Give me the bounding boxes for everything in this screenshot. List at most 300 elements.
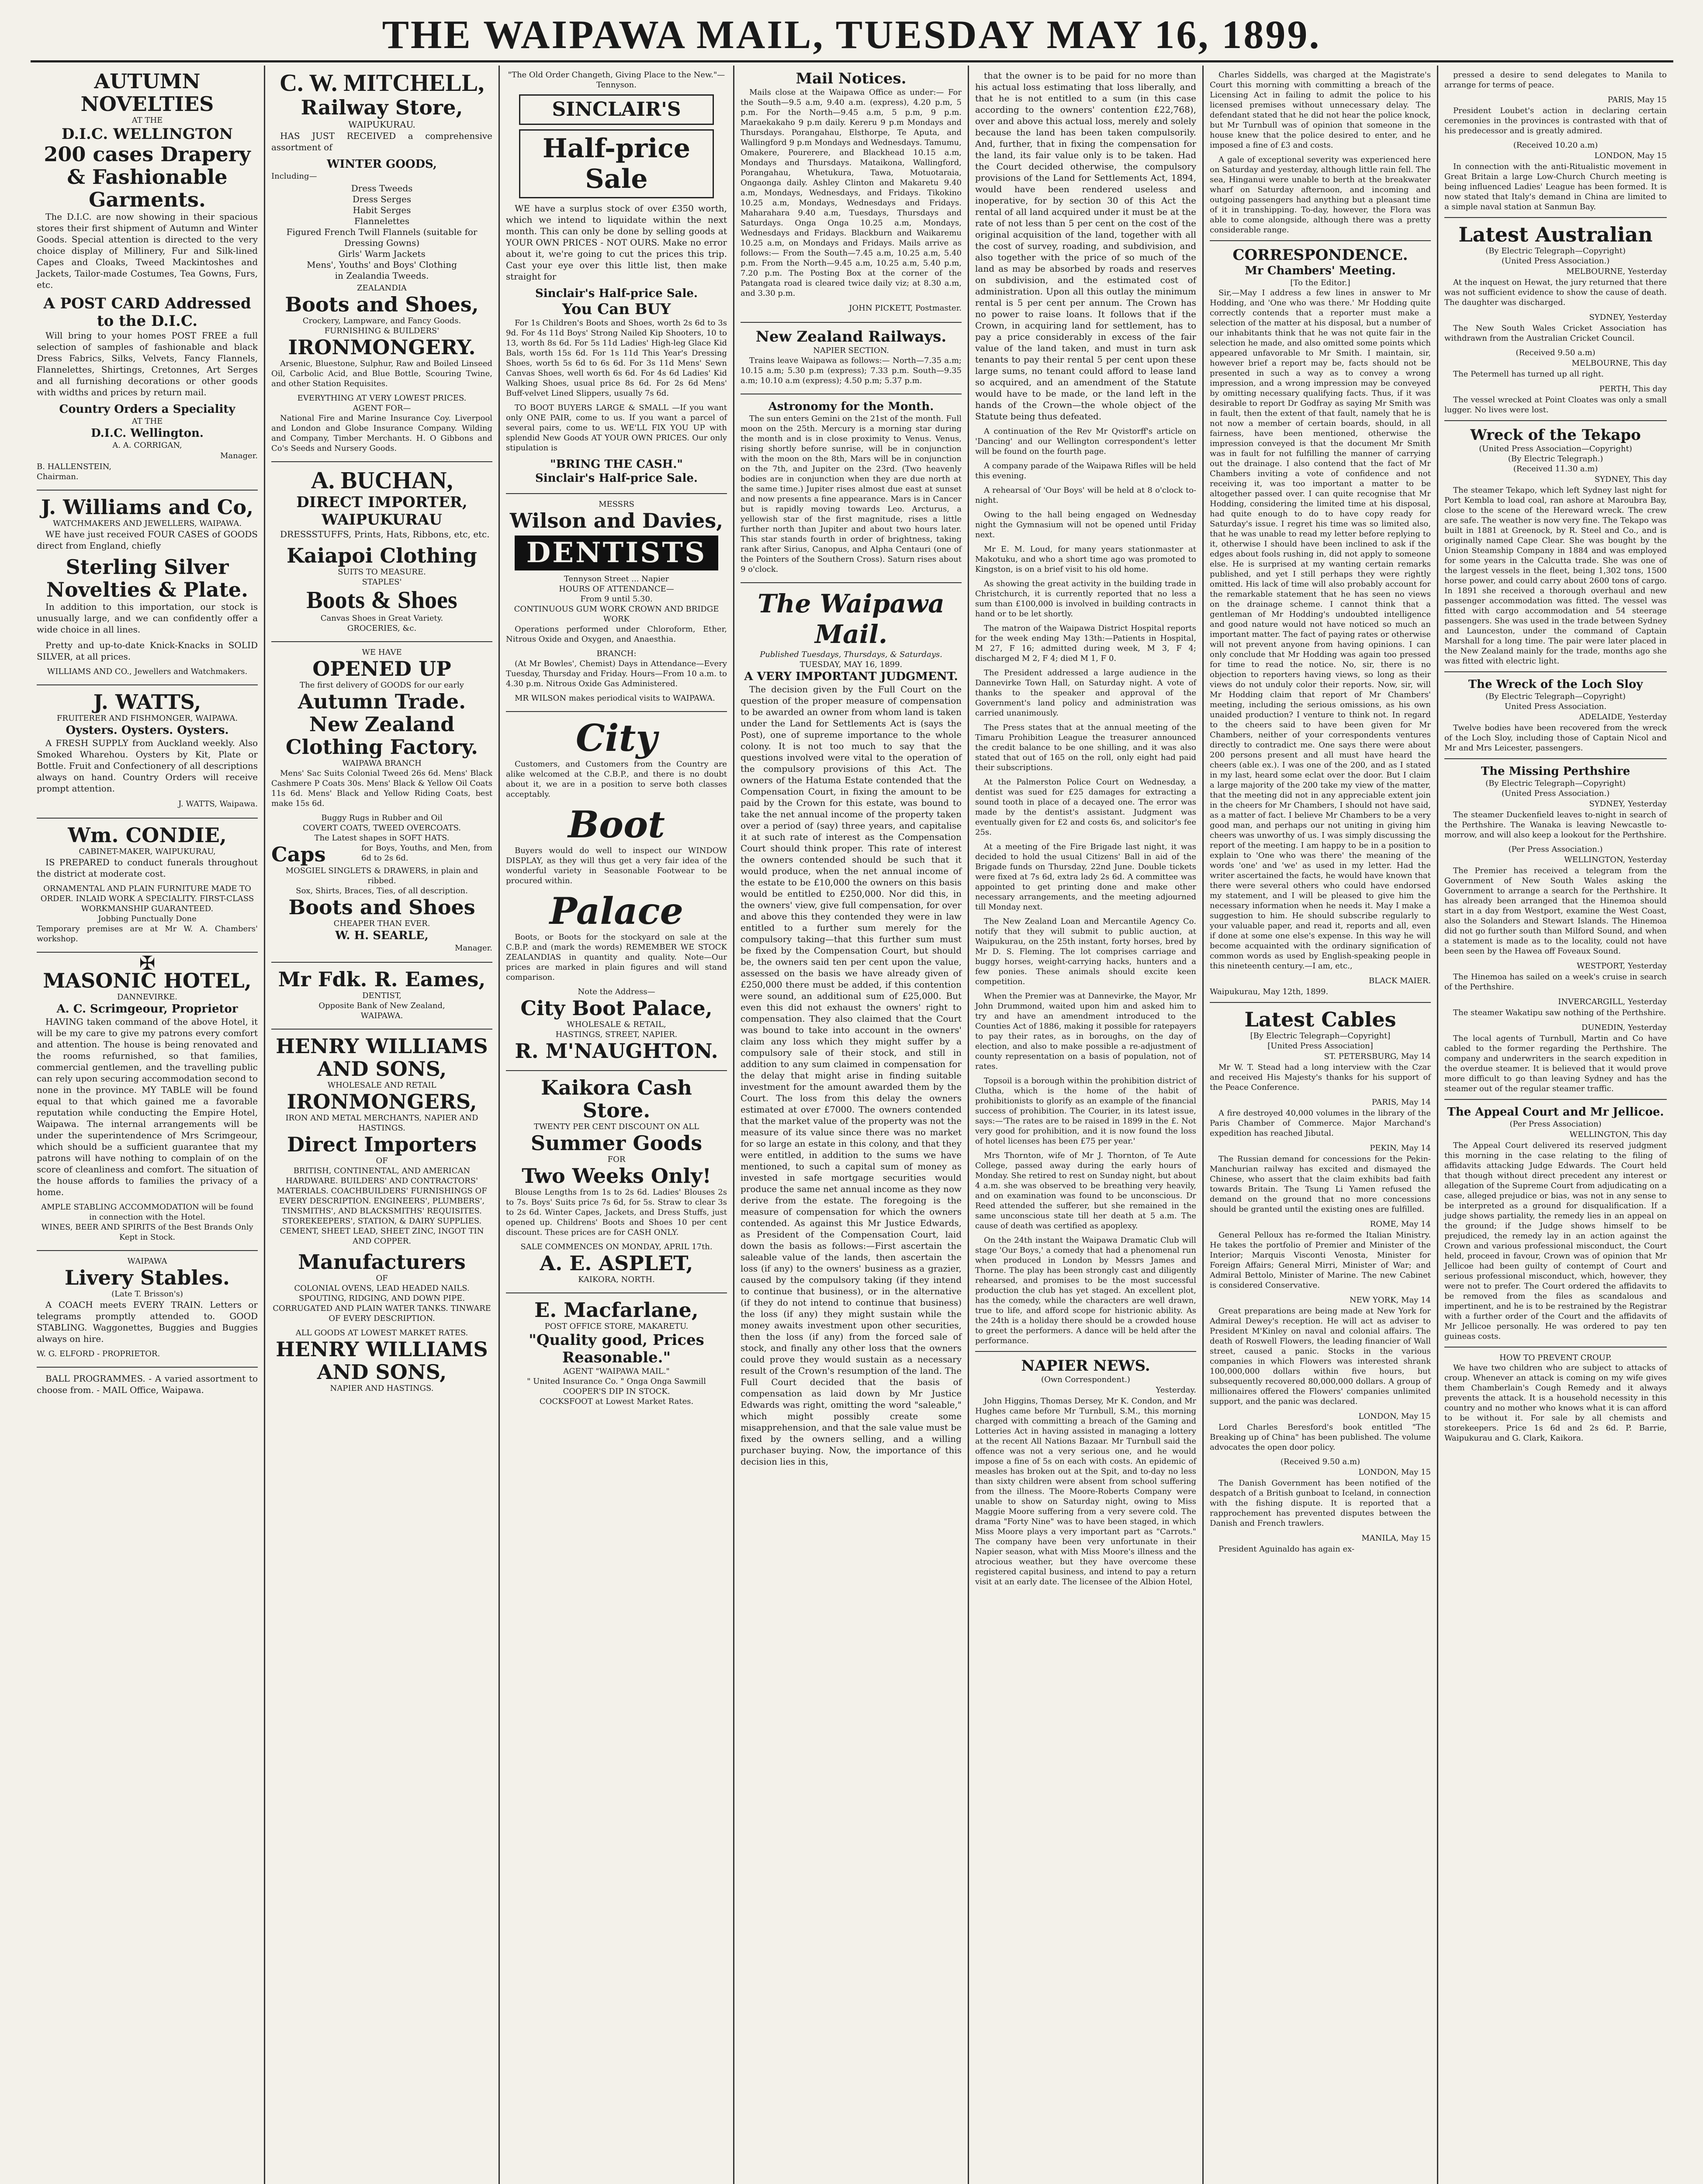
- ad-livery: [37, 1256, 258, 1359]
- divider: [1444, 420, 1667, 421]
- cables-title: Latest Cables: [1244, 1008, 1396, 1031]
- ad-wilson-davies: [506, 499, 727, 703]
- masonic-title: MASONIC HOTEL,: [43, 969, 252, 992]
- judgment-title: A VERY IMPORTANT JUDGMENT.: [744, 670, 958, 683]
- twenty: TWENTY PER CENT DISCOUNT ON ALL: [533, 1122, 699, 1131]
- divider: [1210, 240, 1431, 241]
- sox: Sox, Shirts, Braces, Ties, of all description.: [296, 886, 468, 895]
- dateline: LONDON, May 15: [1358, 1412, 1431, 1421]
- aus-assoc: (United Press Association.): [1501, 256, 1610, 266]
- masonic-body: HAVING taken command of the above Hotel, it will be my care to give my patrons every comfort and attention. The house is being renovated and the rooms refurnished, so that families, commercial gentlemen, and the travelling public can rely upon securing accommodation second to none in the province. MY TABLE will be found equal to that which gained me a favorable reputation while conducting the Empire Hotel, Waipawa. The internal arrangements will be under the superintendence of Mrs Scrimgeour, which should be a sufficient guarantee that my patrons will have nothing to complain of on the score of cleanliness and comfort. The situation of the house affords to families the privacy of a home.: [37, 1016, 258, 1197]
- divider: [506, 1070, 727, 1071]
- eames-addr: Opposite Bank of New Zealand,: [318, 1001, 445, 1010]
- cable-body: The Danish Government has been notified of the despatch of a British gunboat to Iceland, in connection with the fishing dispute. It is reported that a rapprochement has prevented disputes between the Danish and French trawlers.: [1210, 1479, 1431, 1528]
- dateline: SYDNEY, Yesterday: [1589, 313, 1667, 322]
- divider: [1444, 1347, 1667, 1348]
- continuous: CONTINUOUS GUM WORK CROWN AND BRIDGE WORK: [514, 605, 719, 624]
- judgment-body: The decision given by the Full Court on the question of the proper measure of compensation to be awarded an owner from whom land is taken under the Land for Settlements Act is (says the Post), one of supreme importance to the whole colony. It is not too much to say that the questions involved were vital to the operation of the compulsory provisions of this Act. The owners of the Hatuma Estate contended that the Compensation Court, in fixing the amount to be paid by the Crown for this estate, was bound to take the net annual income of the property taken over a period of (say) three years, and capitalise it at such rate of interest as the Compensation Court should think proper. This rate of interest the owners contended should be such that it would produce, when the net annual income of the estate to be £10,000 the owners on this basis would be entitled to £250,000. Nor did this, in the owners' view, give full compensation, for over and above this they contended they were in law entitled to a further sum merely for the compulsory taking—that this further sum must be fixed by the Compensation Court, but should be, the owners said ten per cent upon the value, assessed on the basis we have already given of £250,000 there must be added, if this contention were sound, an additional sum of £25,000. But even this did not exhaust the owners' right to compensation. They also claimed that the Court was bound to take into account in the owners' claim any loss which they might suffer by a compulsory sale of their stock, and still in addition to any sum claimed in compensation for the delay that might arise in finding suitable investment for the amount awarded them by the Court. The loss from this delay the owners estimated at over £7000. The owners contended that the market value of the property was not the measure of its value since there was no market for so large an estate in this colony, and that they were entitled, in addition to the sums we have mentioned, to such a capital sum of money as invested in safe mortgage securities would produce the same net annual income as they now derive from the estate. The foregoing is the measure of compensation for which the owners contended. As against this Mr Justice Edwards, as President of the Compensation Court, laid down the basis as follows:—First ascertain the saleable value of the lands, then ascertain the loss (if any) to the owners' business as a grazier, caused by the compulsory taking (if they intend to continue that business), or in the alternative (if they do not intend to continue that business) the loss (if any) they might sustain while the money awaits investment upon other securities, then the loss (if any) from the forced sale of stock, and finally any other loss that the owners could prove they would sustain as a necessary result of the Crown's resumption of the land. The Full Court decided that the basis of compensation as laid down by Mr Justice Edwards was right, omitting the word "saleable," which might possibly create some misapprehension, and that the sale value must be fixed by the owners selling, and a willing purchaser buying. Now, the importance of this decision lies in this,: [741, 684, 962, 1467]
- news-item: A company parade of the Waipawa Rifles will be held this evening.: [975, 461, 1196, 480]
- messrs: MESSRS: [599, 500, 634, 509]
- half-price-banner: Half-price Sale: [519, 129, 714, 198]
- perthshire-body: The steamer Duckenfield leaves to-night in search of the Perthshire. The Wanaka is leaving Newcastle to-morrow, and will also keep a lookout for the Perthshire.: [1444, 810, 1667, 840]
- opened-up: OPENED UP: [312, 657, 451, 681]
- livery-town: WAIPAWA: [127, 1257, 167, 1266]
- ad-dic-wellington: [37, 70, 258, 482]
- astro-title: Astronomy for the Month.: [768, 400, 934, 413]
- palace: Palace: [549, 889, 684, 933]
- received: (Received 9.50 a.m): [1280, 1457, 1360, 1466]
- hours-title: HOURS OF ATTENDANCE—: [559, 584, 674, 594]
- news-item: At a meeting of the Fire Brigade last night, it was decided to hold the usual Citizens' Ball in aid of the Brigade funds on Thursday, 22nd June. Double tickets were fixed at 7s 6d, extra lady 2s 6d. A committee was appointed to get printing done and make other necessary arrangements, and the meeting adjourned till Monday next.: [975, 842, 1196, 912]
- tekapo-body: The steamer Tekapo, which left Sydney last night for Port Kembla to load coal, ran ashore at Maroubra Bay, close to the scene of the Hereward wreck. The crew are safe. The weather is now very fine. The Tekapo was built in 1881 at Greenock, by R. Steel and Co., and is originally named Cape Clear. She was bought by the Union Steamship Company in 1884 and was employed for some years in the Calcutta trade. She was one of the largest vessels in the fleet, being 1,302 tons, 1500 horse power, and could carry about 2600 tons of cargo. In 1891 she received a thorough overhaul and new passenger accommodation was fitted. The vessel was fitted with cargo accommodation and 54 steerage passengers. She was used in the trade between Sydney and Launceston, under the command of Captain Marshall for a long time. The pair were later placed in the New Zealand mainly for the trade, months ago she was fitted with electric light.: [1444, 486, 1667, 666]
- buchan-sub: DIRECT IMPORTER,: [296, 494, 467, 511]
- wholesale: WHOLESALE & RETAIL,: [567, 1020, 666, 1029]
- summer-goods: Summer Goods: [530, 1131, 703, 1155]
- condie-title: Wm. CONDIE,: [68, 823, 227, 847]
- news-item: Owing to the hall being engaged on Wednesday night the Gymnasium will not be opened until Friday next.: [975, 510, 1196, 539]
- croup-title: HOW TO PREVENT CROUP.: [1499, 1353, 1612, 1362]
- aus-by: (By Electric Telegraph—Copyright): [1485, 246, 1626, 256]
- news-item: On the 24th instant the Waipawa Dramatic Club will stage 'Our Boys,' a comedy that had a phenomenal run when produced in London by Messrs James and Thorne. The play has been strongly cast and diligently rehearsed, and promises to be the most successful production the club has yet staged. An excellent plot, has the comedy, while the characters are well drawn, true to life, and afford scope for histrionic ability. As the 24th is a holiday there should be a crowded house to greet the performers. A dance will be held after the performance.: [975, 1236, 1196, 1345]
- napier-title: NAPIER NEWS.: [1021, 1357, 1150, 1375]
- williams-body: WE have just received FOUR CASES of GOODS direct from England, chiefly: [37, 529, 258, 551]
- nzr-station: NAPIER SECTION.: [813, 346, 889, 355]
- boot: Boot: [568, 803, 665, 846]
- drapery-body: The D.I.C. are now showing in their spacious stores their first shipment of Autumn and Winter Goods. Special attention is directed to the very choice display of Millinery, Fur and Silk-lined Capes and Cloaks, Tweed Mackintoshes and Jackets, Tailor-made Costumes, Tea Gowns, Furs, etc.: [37, 211, 258, 290]
- masonic-wines: WINES, BEER AND SPIRITS of the Best Brands Only Kept in Stock.: [41, 1223, 253, 1242]
- divider: [271, 461, 492, 462]
- dateline: PARIS, May 14: [1371, 1098, 1431, 1107]
- searle: W. H. SEARLE,: [335, 929, 429, 942]
- manu-of: OF: [376, 1274, 388, 1283]
- list-item: in Zealandia Tweeds.: [335, 270, 429, 281]
- news-item: When the Premier was at Dannevirke, the Mayor, Mr John Drummond, waited upon him and asked him to try and have an amendment introduced to the Counties Act of 1886, making it possible for ratepayers to pay their rates, as in boroughs, on the day of election, and also to make possible a re-adjustment of county representation on a basis of population, not of rates.: [975, 992, 1196, 1071]
- cables-assoc: [United Press Association]: [1267, 1041, 1373, 1051]
- napier-yesterday: Yesterday.: [1156, 1386, 1196, 1395]
- caps-body: for Boys, Youths, and Men, from 6d to 2s 6d.: [361, 843, 492, 863]
- divider: [37, 490, 258, 491]
- watts-sub: FRUITERER AND FISHMONGER, WAIPAWA.: [56, 714, 238, 723]
- postcard-body: Will bring to your homes POST FREE a full selection of samples of fashionable and black Dress Fabrics, Silks, Velvets, Fancy Flannels, Flannelettes, Shirtings, Cretonnes, Art Serges and all furnishing decorations or other goods with widths and prices by return mail.: [37, 330, 258, 397]
- livery-late: (Late T. Brisson's): [111, 1289, 183, 1299]
- dateline: LONDON, May 15: [1358, 1468, 1431, 1477]
- dateline: LONDON, May 15: [1594, 151, 1667, 160]
- paper-date: TUESDAY, MAY 16, 1899.: [800, 660, 903, 669]
- dateline: MANILA, May 15: [1361, 1534, 1431, 1543]
- mail-notices-title: Mail Notices.: [796, 70, 907, 87]
- divider: [506, 493, 727, 494]
- list-item: Dress Serges: [352, 194, 412, 204]
- loch-by: (By Electric Telegraph—Copyright): [1485, 692, 1626, 701]
- branch: BRANCH:: [596, 649, 637, 658]
- appeal-title: The Appeal Court and Mr Jellicoe.: [1447, 1106, 1664, 1119]
- sterling-body: In addition to this importation, our stock is unusually large, and we can confidently offer a wide choice in all lines.: [37, 601, 258, 635]
- divider: [506, 1292, 727, 1293]
- dateline: WESTPORT, Yesterday: [1576, 961, 1667, 971]
- cable-body: The Russian demand for concessions for the Pekin-Manchurian railway has excited and dismayed the Chinese, who assert that the claim exhibits bad faith towards Britain. The Tsung Li Yamen refused the demand on the ground that no more concessions should be granted until the existing ones are fulfilled.: [1210, 1154, 1431, 1214]
- list-item: Mens', Youths' and Boys' Clothing: [307, 259, 457, 270]
- hw-iron-sub: IRON AND METAL MERCHANTS, NAPIER AND HASTINGS.: [285, 1113, 478, 1133]
- column-4: [734, 66, 969, 2184]
- corrigan: A. A. CORRIGAN,: [112, 441, 182, 450]
- mosgiel: MOSGIEL SINGLETS & DRAWERS, in plain and ribbed.: [285, 866, 478, 885]
- all-goods: ALL GOODS AT LOWEST MARKET RATES.: [295, 1328, 468, 1337]
- agent-for: AGENT FOR—: [353, 404, 411, 413]
- hours-body: From 9 until 5.30.: [580, 594, 653, 604]
- mitchell-town: WAIPUKURAU.: [348, 119, 415, 130]
- including: Including—: [271, 172, 317, 181]
- manu-body: COLONIAL OVENS, LEAD HEADED NAILS. SPOUTING, RIDGING, AND DOWN PIPE. CORRUGATED AND PLAIN WATER TANKS. TINWARE OF EVERY DESCRIPTION.: [273, 1284, 491, 1323]
- news-item: The matron of the Waipawa District Hospital reports for the week ending May 13th:—Patients in Hospital, M 27, F 16; admitted during week, M 3, F 4; discharged M 2, F 4; died M 1, F 0.: [975, 624, 1196, 663]
- cable-body: The Petermell has turned up all right.: [1453, 370, 1604, 379]
- news-item: As showing the great activity in the building trade in Christchurch, it is currently reported that no less a sum than £100,000 is involved in building contracts in hand or to be let shortly.: [975, 579, 1196, 619]
- dateline: SYDNEY, Yesterday: [1589, 799, 1667, 809]
- oysters: Oysters. Oysters. Oysters.: [66, 724, 229, 737]
- appeal-press: (Per Press Association): [1509, 1120, 1602, 1129]
- news-item: The New Zealand Loan and Mercantile Agency Co. notify that they will submit to public auction, at Waipukurau, on the 25th instant, forty horses, bred by Mr D. S. Fleming. The lot comprises carriage and buggy horses, weight-carrying hacks, hunters and a few ponies. These animals should excite keen competition.: [975, 917, 1196, 986]
- loch-title: The Wreck of the Loch Sloy: [1468, 678, 1643, 691]
- nz-railways: [741, 328, 962, 386]
- mail-sig: JOHN PICKETT, Postmaster.: [849, 304, 962, 313]
- ad-nz-clothing: [271, 647, 492, 954]
- summer-body: Blouse Lengths from 1s to 2s 6d. Ladies' Blouses 2s to 7s. Boys' Suits price 7s 6d, for 5s. Straw to clear 3s to 2s 6d. Winter Capes, Jackets, and Dress Stuffs, just opened up. Childrens' Boots and Shoes 10 per cent discount. These prices are for CASH ONLY.: [506, 1188, 727, 1237]
- ad-city-boot-palace: [506, 717, 727, 1062]
- list-item: Habit Serges: [353, 205, 411, 215]
- divider: [1444, 758, 1667, 759]
- condie-ornamental: ORNAMENTAL AND PLAIN FURNITURE MADE TO ORDER. INLAID WORK A SPECIALITY. FIRST-CLASS WORKMANSHIP GUARANTEED.: [40, 884, 254, 913]
- agent: AGENT "WAIPAWA MAIL.": [563, 1367, 670, 1376]
- chambers-title: Mr Chambers' Meeting.: [1245, 264, 1396, 277]
- divider: [1444, 671, 1667, 672]
- two-weeks: Two Weeks Only!: [522, 1164, 711, 1188]
- perthshire-assoc: (United Press Association.): [1501, 789, 1610, 798]
- branch-body: (At Mr Bowles', Chemist) Days in Attendance—Every Tuesday, Thursday and Friday. Hours—From 10 a.m. to 4.30 p.m. Nitrous Oxide Gas Administered.: [506, 659, 727, 688]
- loch-body: Twelve bodies have been recovered from the wreck of the Loch Sloy, including those of Captain Nicol and Mr and Mrs Leicester, passengers.: [1444, 723, 1667, 753]
- searle-role: Manager.: [454, 943, 492, 953]
- canvas: Canvas Shoes in Great Variety.: [320, 614, 443, 623]
- autumn-trade: Autumn Trade.: [298, 690, 466, 713]
- zealandia: ZEALANDIA: [357, 283, 407, 293]
- loch-assoc: United Press Association.: [1504, 702, 1607, 711]
- divider: [975, 1351, 1196, 1352]
- mr-wilson: MR WILSON makes periodical visits to WAIPAWA.: [515, 694, 715, 703]
- postcard-title: A POST CARD Addressed to the D.I.C.: [43, 295, 251, 330]
- dateline: INVERCARGILL, Yesterday: [1558, 997, 1667, 1006]
- you-can-buy: You Can BUY: [562, 301, 671, 318]
- agent-body: " United Insurance Co. " Onga Onga Sawmill: [527, 1377, 706, 1386]
- cable-body: President Loubet's action in declaring certain ceremonies in the provinces is contrasted with that of his predecessor and is greatly admired.: [1444, 106, 1667, 135]
- buchan-town: WAIPUKURAU: [322, 511, 442, 529]
- mitchell-body: HAS JUST RECEIVED a comprehensive assortment of: [271, 131, 492, 152]
- column-2: [265, 66, 500, 2184]
- country-title: Country Orders a Speciality: [59, 403, 235, 416]
- quality: "Quality good, Prices Reasonable.": [529, 1331, 704, 1366]
- wilson-davies: Wilson and Davies,: [509, 509, 723, 532]
- news-item: Mr E. M. Loud, for many years stationmaster at Makotuku, and who a short time ago was promoted to Kingston, is on a brief visit to his old home.: [975, 545, 1196, 574]
- eames-town: WAIPAWA.: [360, 1011, 403, 1020]
- cable-body: The Hinemoa has sailed on a week's cruise in search of the Perthshire.: [1444, 972, 1667, 992]
- hw-title: HENRY WILLIAMS AND SONS,: [276, 1034, 488, 1081]
- clothing-body: Mens' Sac Suits Colonial Tweed 26s 6d. Mens' Black Cashmere P Coats 30s. Mens' Black & Yellow Oil Coats 11s 6d. Mens' Black and Yellow Riding Coats, best make 15s 6d.: [271, 769, 492, 808]
- iron-body: Arsenic, Bluestone, Sulphur, Raw and Boiled Linseed Oil, Carbolic Acid, and Blue Bottle, Scouring Twine, and other Station Requisites.: [271, 359, 492, 388]
- list-item: Dress Tweeds: [351, 183, 413, 194]
- macfarlane-sub: POST OFFICE STORE, MAKARETU.: [544, 1322, 689, 1331]
- masonic-prop: A. C. Scrimgeour, Proprietor: [56, 1002, 238, 1016]
- quote: "The Old Order Changeth, Giving Place to the New."—Tennyson.: [508, 70, 725, 90]
- to-editor: [To the Editor.]: [1290, 278, 1350, 287]
- livery-sig: W. G. ELFORD - PROPRIETOR.: [37, 1349, 160, 1358]
- divider: [1444, 1099, 1667, 1100]
- macfarlane: E. Macfarlane,: [534, 1298, 699, 1322]
- column-7: [1438, 66, 1673, 2184]
- autumn-store: D.I.C. WELLINGTON: [62, 125, 233, 143]
- tennyson-st: Tennyson Street ... Napier: [564, 574, 669, 584]
- list-item: Flannelettes: [354, 216, 410, 226]
- paper-pub: Published Tuesdays, Thursdays, & Saturdays.: [760, 650, 942, 659]
- news-item: A rehearsal of 'Our Boys' will be held at 8 o'clock to-night.: [975, 486, 1196, 505]
- winter-goods: WINTER GOODS,: [327, 158, 437, 171]
- masthead: [0, 0, 1703, 66]
- croup-body: We have two children who are subject to attacks of croup. Whenever an attack is coming on my wife gives them Chamberlain's Cough Remedy and it always prevents the attack. It is a household necessity in this country and no mother who knows what it is can afford to be without it. For sale by all chemists and storekeepers. Price 1s 6d and 2s 6d. P. Barrie, Waipukurau and G. Clark, Kaikora.: [1444, 1363, 1667, 1443]
- direct-importers: Direct Importers: [287, 1133, 477, 1156]
- news-item: At the Palmerston Police Court on Wednesday, a dentist was sued for £25 damages for extracting a sound tooth in place of a decayed one. The error was made by the dentist's assistant. Judgment was eventually given for £2 and costs 6s, and solicitor's fee 25s.: [975, 778, 1196, 837]
- dateline: DUNEDIN, Yesterday: [1581, 1023, 1667, 1032]
- divider: [741, 322, 962, 323]
- cable-body: A fire destroyed 40,000 volumes in the library of the Paris Chamber of Commerce. Major Marchand's expedition has reached Jibutal.: [1210, 1109, 1431, 1138]
- cable-body: The local agents of Turnbull, Martin and Co have cabled to the former regarding the Perthshire. The company and underwriters in the search expedition in the overdue steamer. It is believed that it would prove more difficult to go than leaving Sydney and has the steamer out of the regular steamer traffic.: [1444, 1034, 1667, 1093]
- perthshire-body: The Premier has received a telegram from the Government of New South Wales asking the Government to arrange a search for the Perthshire. It has already been arranged that the Hinemoa should start in a day from Westport, examine the West Coast, also the Solanders and Stewart Islands. The Hinemoa did not go further south than Milford Sound, and when a statement is made as to the locality, could not have been seen by the Hawea off Foveaux Sound.: [1444, 866, 1667, 956]
- dateline: SYDNEY, This day: [1594, 475, 1667, 484]
- williams-sig: WILLIAMS AND CO., Jewellers and Watchmakers.: [47, 667, 248, 676]
- divider: [37, 1250, 258, 1251]
- ad-mitchell: [271, 70, 492, 453]
- napier-body: John Higgins, Thomas Dersey, Mr K. Condon, and Mr Hughes came before Mr Turnbull, S.M., this morning charged with committing a breach of the Gaming and Lotteries Act in having assisted in managing a lottery at the recent All Nations Bazaar. Mr Turnbull said the offence was not a very serious one, and he would impose a fine of 5s on each with costs. An epidemic of measles has broken out at the Spit, and to-day no less than sixty children were absent from school suffering from the illness. The Moore-Roberts Company were unable to show on Saturday night, owing to Miss Maggie Moore suffering from a very severe cold. The drama "Forty Nine" was to have been staged, in which Miss Moore plays a very important part as "Carrots." The company have been very unfortunate in their Napier season, what with Miss Moore's illness and the atrocious weather, but they have overcome these registered capital business, and intend to pay a return visit at an early date. The licensee of the Albion Hotel,: [975, 1396, 1196, 1586]
- masonic-stabling: AMPLE STABLING ACCOMMODATION will be found in connection with the Hotel.: [41, 1203, 254, 1222]
- condie-body: IS PREPARED to conduct funerals throughout the district at moderate cost.: [37, 857, 258, 879]
- dateline: PEKIN, May 14: [1370, 1144, 1431, 1153]
- operations: Operations performed under Chloroform, Ether, Nitrous Oxide and Oxygen, and Anaesthia.: [506, 625, 727, 644]
- dateline: ADELAIDE, Yesterday: [1579, 712, 1667, 722]
- divider: [37, 1367, 258, 1368]
- news-item: Mrs Thornton, wife of Mr J. Thornton, of Te Aute College, passed away during the early hours of Monday. She retired to rest on Sunday night, but about 4 a.m. she was observed to be breathing very heavily, and on examination was found to be unconscious. Dr Reed attended the sufferer, but she remained in the same unconscious state till her death at 5 a.m. The cause of death was certified as apoplexy.: [975, 1151, 1196, 1230]
- asplet: A. E. ASPLET,: [540, 1251, 693, 1275]
- dentist: DENTIST,: [362, 991, 402, 1000]
- ad-buchan: [271, 467, 492, 633]
- ad-macfarlane: [506, 1299, 727, 1406]
- ironmongery: IRONMONGERY.: [288, 335, 476, 359]
- ad-williams: [37, 496, 258, 677]
- cable-body: The New South Wales Cricket Association has withdrawn from the Australian Cricket Council.: [1444, 324, 1667, 343]
- palace-body: Boots, or Boots for the stockyard on sale at the C.B.P. and (mark the words) REMEMBER WE STOCK ZEALANDIAS in quantity and quality. Note—Our prices are marked in plain figures and will stand comparison.: [506, 933, 727, 982]
- dateline: PERTH, This day: [1599, 384, 1667, 394]
- sinclair-logo: SINCLAIR'S: [519, 94, 714, 125]
- cheaper: CHEAPER THAN EVER.: [333, 919, 430, 928]
- ball-programmes: BALL PROGRAMMES. - A varied assortment to choose from. - MAIL Office, Waipawa.: [37, 1373, 258, 1395]
- oysters-body: A FRESH SUPPLY from Auckland weekly. Also Smoked Wharehou. Oysters by Kit, Plate or Bottle. Fruit and Confectionery of all descriptions always on hand. Country Orders will receive prompt attention.: [37, 738, 258, 794]
- ad-kaikora: [506, 1076, 727, 1285]
- kaiapoi: Kaiapoi Clothing: [287, 544, 477, 567]
- autumn-title: AUTUMN NOVELTIES: [80, 69, 214, 116]
- suits: SUITS TO MEASURE.: [338, 567, 426, 577]
- editorial: [741, 588, 962, 1467]
- mitchell-title: C. W. MITCHELL,: [279, 69, 485, 97]
- dateline: NEW YORK, May 14: [1349, 1296, 1431, 1305]
- masonic-emblem-icon: ✠: [139, 952, 156, 975]
- boots-shoes-2: Boots and Shoes: [288, 895, 475, 919]
- we-have: WE HAVE: [362, 648, 402, 657]
- city-body: Customers, and Customers from the Country are alike welcomed at the C.B.P., and there is no doubt about it, we are in a position to serve both classes acceptably.: [506, 760, 727, 799]
- news-item: A continuation of the Rev Mr Qvistorff's article on 'Dancing' and our Wellington correspondent's letter will be found on the fourth page.: [975, 427, 1196, 456]
- ad-condie: [37, 824, 258, 944]
- corr-title: CORRESPONDENCE.: [1232, 246, 1408, 264]
- dateline: ST. PETERSBURG, May 14: [1324, 1052, 1431, 1061]
- column-5: [969, 66, 1204, 2184]
- mail-notices: [741, 70, 962, 314]
- ad-sinclair: [506, 70, 727, 485]
- williams-sub: WATCHMAKERS AND JEWELLERS, WAIPAWA.: [52, 519, 242, 528]
- boot-body: Buyers would do well to inspect our WINDOW DISPLAY, as they will thus get a very fair idea of the wonderful variety in Seasonable Footwear to be procured within.: [506, 846, 727, 885]
- cable-body: The vessel wrecked at Point Cloates was only a small lugger. No lives were lost.: [1444, 395, 1667, 415]
- direct-of: OF: [376, 1156, 388, 1165]
- cooper: COOPER'S DIP IN STOCK.: [563, 1387, 670, 1396]
- eames: Mr Fdk. R. Eames,: [278, 968, 486, 991]
- divider: [741, 582, 962, 583]
- buggy-rugs: Buggy Rugs in Rubber and Oil: [321, 813, 443, 822]
- staples: STAPLES': [362, 577, 402, 587]
- hallenstein-role: Chairman.: [37, 472, 79, 481]
- caps: Caps: [271, 843, 326, 866]
- napier-cont: Charles Siddells, was charged at the Magistrate's Court this morning with committing a breach of the Licensing Act in failing to admit the police to his licensed premises without unnecessary delay. The defendant stated that he did not hear the police knock, but Mr Turnbull was of opinion that someone in the house knew that the police desired to enter, and he imposed a fine of £3 and costs.: [1210, 70, 1431, 150]
- dateline: MELBOURNE, This day: [1571, 359, 1667, 368]
- hastings: HASTINGS, STREET, NAPIER.: [555, 1030, 678, 1039]
- manufacturers: Manufacturers: [298, 1250, 466, 1274]
- first-delivery: The first delivery of GOODS for our early: [300, 681, 464, 690]
- newspaper-page: [31, 66, 1673, 2184]
- list-item: Figured French Twill Flannels (suitable for Dressing Gowns): [286, 227, 478, 248]
- mail-body: Mails close at the Waipawa Office as under:— For the South—9.5 a.m, 9.40 a.m. (express), 4.20 p.m, 5 p.m. For the North—9.45 a.m, 5 p.m, 9 p.m. Maraekakaho 9 p.m daily. Kereru 9 p.m Mondays and Thursdays. Porangahau, Elsthorpe, Te Aputa, and Wallingford 9 p.m Mondays and Wednesdays. Tamumu, Omakere, Pourerere, and Blackhead 10.15 a.m, Mondays and Thursdays. Mataikona, Wallingford, Porangahau, Whetukura, Tawa, Motuotaraia, Ongaonga daily. Ashley Clinton and Makaretu 9.40 a.m, Mondays, Wednesdays, and Fridays. Tikokino 10.25 a.m, Mondays, Wednesdays and Fridays. Maharahara 9.40 a.m, Tuesdays, Thursdays and Saturdays. Onga Onga 10.25 a.m, Mondays, Wednesdays and Fridays. Blackburn and Waikaremu 10.25 a.m, on Mondays and Fridays. Mails arrive as follows:— From the South—7.45 a.m, 10.25 a.m, 5.40 p.m. From the North—9.45 a.m, 10.25 a.m, 5.40 p.m, 7.20 p.m. The Posting Box at the corner of the Patangata road is cleared twice daily viz; at 8.30 a.m, and 3.30 p.m.: [741, 88, 962, 298]
- note-address: Note the Address—: [578, 987, 655, 996]
- cable-body: In connection with the anti-Ritualistic movement in Great Britain a large Low-Church Church meeting is being influenced Ladies' League has been formed. It is now stated that Italy's demand in China are limited to a simple naval station at Sanmun Bay.: [1444, 162, 1667, 211]
- divider: [1210, 1002, 1431, 1003]
- divider: [506, 711, 727, 712]
- received: (Received 9.50 a.m): [1516, 348, 1596, 357]
- covert-coats: COVERT COATS, TWEED OVERCOATS.: [302, 823, 461, 833]
- astro-body: The sun enters Gemini on the 21st of the month. Full moon on the 25th. Mercury is a morning star during the month and is in close proximity to Venus. Venus, rising shortly before sunrise, will be in conjunction with the moon on the 8th, Mars will be in conjunction on the 7th, and Jupiter on the 23rd. (Two heavenly bodies are in conjunction when they are due north at the same time.) Jupiter rises almost due east at sunset and now presents a fine appearance. Mars is in Cancer but is rapidly moving towards Leo. Arcturus, a yellowish star of the first magnitude, rises a little further north than Jupiter and about two hours later. This star stands fourth in order of brightness, taking rank after Sirius, Canopus, and Alpha Centauri (one of the Pointers of the Southern Cross). Saturn rises about 9 o'clock.: [741, 414, 962, 574]
- country-store: D.I.C. Wellington.: [91, 427, 204, 440]
- city-boot: City Boot Palace,: [520, 996, 713, 1020]
- dateline: MELBOURNE, Yesterday: [1566, 267, 1667, 276]
- divider: [271, 1029, 492, 1030]
- nzr-body: Trains leave Waipawa as follows:— North—7.35 a.m; 10.15 a.m; 5.30 p.m (express); 7.33 p.m. South—9.35 a.m; 10.10 a.m (express); 4.50 p.m; 5.37 p.m.: [741, 356, 962, 385]
- cable-body: Great preparations are being made at New York for Admiral Dewey's reception. He will act as adviser to President M'Kinley on naval and colonial affairs. The death of Roswell Flowers, the leading financier of Wall street, caused a panic. Stocks in the various companies in which Flowers was interested shrank 100,000,000 dollars within five hours, but subsequently recovered 80,000,000 dollars. A group of millionaires offered the Flowers' companies unlimited support, and the panic was declared.: [1210, 1306, 1431, 1406]
- masonic-sub: DANNEVIRKE.: [117, 992, 178, 1002]
- column-6: [1204, 66, 1438, 2184]
- waipawa-branch: WAIPAWA BRANCH: [342, 759, 422, 768]
- perthshire-title: The Missing Perthshire: [1481, 765, 1630, 778]
- astronomy: [741, 400, 962, 574]
- cable-body: President Aguinaldo has again ex-: [1218, 1545, 1355, 1554]
- hallenstein: B. HALLENSTEIN,: [37, 462, 112, 471]
- asplet-addr: KAIKORA, NORTH.: [578, 1275, 655, 1284]
- ad-masonic: [37, 952, 258, 1242]
- hw-sub: WHOLESALE AND RETAIL: [327, 1081, 436, 1090]
- williams-title: J. Williams and Co,: [41, 495, 254, 519]
- news-item: A gale of exceptional severity was experienced here on Saturday and yesterday, although little rain fell. The sea, Hinganui were unable to berth at the breakwater wharf on Saturday afternoon, and incoming and outgoing passengers had anything but a pleasant time of it in transhipping. To-day, however, the Flora was able to come alongside, although there was a pretty considerable range.: [1210, 155, 1431, 235]
- editorial-cont: that the owner is to be paid for no more than his actual loss estimating that loss liberally, and that he is not entitled to a sum (in this case according to the owners' contention £22,768), over and above this actual loss, merely and solely because the land has been taken compulsorily. And, further, that in fixing the compensation for the land, its fair value only is to be taken. Had the Court decided otherwise, the compulsory provisions of the Land for Settlements Act, 1894, would have been rendered useless and inoperative, for by section 30 of this Act the rental of all land acquired under it must be at the rate of not less than 5 per cent on the cost of the original acquisition of the land, together with all the cost of survey, roading, and subdivision, and also together with the price of so much of the land as may be absorbed by roads and reserves on subdivision, and the estimated cost of administration. Upon all this outlay the minimum rental is 5 per cent per annum. The Crown has no power to raise loans. It follows that if the Crown, in acquiring land for settlement, has to pay a price considerably in excess of the fair value of the land taken, and must in turn ask tenants to pay their rental 5 per cent upon these large sums, no tenant could afford to lease land so acquired, and an amendment of the Statute would have to be made, or the land left in the hands of the Crown—the whole object of the Statute being thus defeated.: [975, 70, 1196, 422]
- cable-body: Lord Charles Beresford's book entitled "The Breaking up of China" has been published. The volume advocates the open door policy.: [1210, 1423, 1431, 1452]
- condie-jobbing: Jobbing Punctually Done: [98, 914, 197, 923]
- condie-temp: Temporary premises are at Mr W. A. Chambers' workshop.: [37, 924, 258, 943]
- chambers-sig: BLACK MAIER.: [1368, 976, 1431, 985]
- masthead-rule: [31, 60, 1673, 62]
- divider: [271, 641, 492, 642]
- received: (Received 11.30 a.m): [1513, 464, 1598, 473]
- chambers-body: Sir,—May I address a few lines in answer to Mr Hodding, and 'One who was there.' Mr Hodding quite correctly contends that a reporter must make a selection of the matter at his disposal, but a number of our inhabitants think that he was not quite fair in the selection he made, and also omitted some points which appeared unfavorable to Mr Smith. I maintain, sir, however brief a report may be, facts should not be presented in such a way as to convey a wrong impression, and a wrong impression may be conveyed by omitting necessary qualifying facts. Thus, if it was desirable to report Dr Godfray as saying Mr Smith was in fault, then the extent of that fault, namely that he is not now a member of certain boards, should, in all fairness, have been mentioned, otherwise the impression conveyed is that the document Mr Smith was in fault for not fulfilling the manner of carrying out the drainage. I also contend that the fact of Mr Chambers inviting a vote of confidence and not receiving it, was too important a matter to be altogether passed over. I can quite recognise that Mr Hodding, considering the limited time at his disposal, had quite enough to do to have copy ready for Saturday's issue. I regret his time was so limited also, that he was unable to read my letter before replying to it, otherwise I should have been inclined to ask if the edges about fools rushing in, did not apply to someone else. He is surprised at my wanting certain remarks published, and yet I still perhaps they were rightly omitted. His lack of time will also probably account for the remarkable statement that he has seen no views on the drainage scheme. I cannot think that a gentleman of Mr Hodding's undoubted intelligence and good nature would not have noticed so much an important matter. The fact of paying rates or otherwise will not prevent anyone from having opinions. I can only conclude that Mr Hodding was again too pressed for time to read the notice. No, sir, there is no objection to reporters having views, so long as their views do not unduly color their reports. Now, sir, will Mr Hodding claim that report of Mr Chambers' meeting, including the serious omissions, as his own unaided production? I venture to think not. In regard to the cheers said to have been given for Mr Chambers, neither of your correspondents ventures directly to contradict me. One says there were about 200 persons present and all must have heard the cheers (able ex.). I was one of the 200, and as I stated in my last, heard some eclat over the door. But I claim a large majority of the 200 take my view of the matter, that the meeting did not in any appreciable extent join in the cheers for Mr Chambers, I should not have said, as a matter of fact. I believe Mr Chambers to be a very good man, and perhaps our not uniting in giving him cheers was unworthy of us. I was simply discussing the report of the meeting. I am happy to be in a position to explain to 'One who was there' the meaning of the words 'one' and 'we' as used in my letter. Had the writer ascertained the facts, he would have known that there were several others who could have endorsed my statement, and I will be pleased to give him the necessary information when he needs it. May I make a suggestion to him. He should subscribe regularly to your valuable paper, and read it, reports and all, even if done at some one else's expense. In this way he will become acquainted with the ordinary signification of common words as used by English-speaking people in this nineteenth century.—I am, etc.,: [1210, 288, 1431, 971]
- hw-iron: IRONMONGERS,: [287, 1090, 477, 1113]
- caps-row: [271, 843, 492, 866]
- watts-title: J. WATTS,: [93, 690, 201, 714]
- tekapo-title: Wreck of the Tekapo: [1470, 426, 1641, 444]
- everything: EVERYTHING AT VERY LOWEST PRICES.: [297, 394, 467, 403]
- cable-body: Mr W. T. Stead had a long interview with the Czar and received His Majesty's thanks for his support of the Peace Conference.: [1210, 1063, 1431, 1092]
- for: FOR: [607, 1155, 626, 1164]
- divider: [271, 962, 492, 963]
- cocksfoot: COCKSFOOT at Lowest Market Rates.: [539, 1397, 694, 1406]
- dentists-banner: DENTISTS: [515, 536, 718, 570]
- soft-hats: The Latest shapes in SOFT HATS.: [314, 833, 450, 843]
- masthead-title: THE WAIPAWA MAIL, TUESDAY MAY 16, 1899.: [382, 12, 1321, 57]
- autumn-at: AT THE: [132, 116, 163, 125]
- ad-eames: [271, 968, 492, 1021]
- livery-body: A COACH meets EVERY TRAIN. Letters or telegrams promptly attended to. GOOD STABLING. Waggonettes, Buggies and Buggies always on hire.: [37, 1299, 258, 1344]
- sinclair-sale-2: Sinclair's Half-price Sale.: [535, 472, 698, 485]
- news-item: The President addressed a large audience in the Dannevirke Town Hall, on Saturday night. A vote of thanks to the speaker and approval of the Government's land policy and administration was carried unanimously.: [975, 668, 1196, 718]
- sterling-pretty: Pretty and up-to-date Knick-Knacks in SOLID SILVER, at all prices.: [37, 640, 258, 662]
- per-press: (Per Press Association.): [1508, 845, 1603, 854]
- received: (Received 10.20 a.m): [1513, 141, 1598, 150]
- crockery: Crockery, Lampware, and Fancy Goods.: [302, 316, 461, 325]
- appeal-body: The Appeal Court delivered its reserved judgment this morning in the case relating to the filing of affidavits attacking Judge Edwards. The Court held that though without direct precedent any interest or allegation of the Supreme Court from adjudicating on a case, alleged prejudice or bias, was not in any sense to be interpreted as a ground for disqualification. If a judge shows partiality, the remedy lies in an appeal on the ground; if the Judge shows himself to be prejudiced, the remedy lay in an action against the Crown and various professional misconduct, the Court held, proceed in favour, Crown was of opinion that Mr Jellicoe had been guilty of contempt of Court and serious professional misconduct, which, however, they were not to prefer. The Court ordered the affidavits to be removed from the files as scandalous and impertinent, and he is to be restrained by the Registrar with a further order of the Court and the affidavits of Mr Jellicoe personally. He was ordered to pay ten guineas costs.: [1444, 1141, 1667, 1341]
- cable-body: General Pelloux has re-formed the Italian Ministry. He takes the portfolio of Premier and Minister of the Interior; Marquis Visconti Venosta, Minister for Foreign Affairs; General Mirri, Minister of War; and Admiral Bettolo, Minister of Marine. The new Cabinet is considered Conservative.: [1210, 1230, 1431, 1290]
- dateline: WELLINGTON, Yesterday: [1564, 855, 1667, 864]
- ad-watts: [37, 691, 258, 810]
- perthshire-by: (By Electric Telegraph—Copyright): [1485, 779, 1626, 788]
- direct-body: BRITISH, CONTINENTAL, AND AMERICAN HARDWARE. BUILDERS' AND CONTRACTORS' MATERIALS. COACHBUILDERS' FURNISHINGS OF EVERY DESCRIPTION. ENGINEERS', PLUMBERS', TINSMITHS', AND BLACKSMITHS' REQUISITES. STOREKEEPERS', STATION, & DAIRY SUPPLIES. CEMENT, SHEET LEAD, SHEET ZINC, INGOT TIN AND COPPER.: [277, 1166, 487, 1246]
- aus-title: Latest Australian: [1458, 223, 1653, 246]
- boots-shoes: Boots and Shoes,: [285, 293, 479, 316]
- winter-items-list: [271, 183, 492, 281]
- mnaughton: R. M'NAUGHTON.: [515, 1039, 718, 1063]
- watts-sig: J. WATTS, Waipawa.: [178, 799, 258, 809]
- dateline: ROME, May 14: [1370, 1220, 1431, 1229]
- ad-henry-williams: [271, 1035, 492, 1393]
- cables-by: [By Electric Telegraph—Copyright]: [1250, 1031, 1391, 1040]
- corrigan-role: Manager.: [220, 451, 258, 460]
- country-at: AT THE: [132, 417, 163, 426]
- napier-sub: (Own Correspondent.): [1041, 1375, 1130, 1384]
- cable-cont: pressed a desire to send delegates to Manila to arrange for terms of peace.: [1444, 70, 1667, 90]
- agent-body: National Fire and Marine Insurance Coy. Liverpool and London and Globe Insurance Company. Wilding and Company, Timber Merchants. H. O Gibbons and Co's Seeds and Nursery Goods.: [271, 414, 492, 453]
- sterling-title: Sterling Silver Novelties & Plate.: [46, 555, 249, 601]
- drapery-title: 200 cases Drapery & Fashionable Garments.: [44, 142, 251, 211]
- hw-title-2: HENRY WILLIAMS AND SONS,: [276, 1337, 488, 1384]
- dateline: PARIS, May 15: [1607, 95, 1667, 104]
- city: City: [575, 716, 658, 760]
- buchan-body: DRESSSTUFFS, Prints, Hats, Ribbons, etc, etc.: [280, 529, 490, 539]
- tekapo-assoc: (United Press Association—Copyright): [1479, 444, 1632, 453]
- chambers-date: Waipukurau, May 12th, 1899.: [1210, 987, 1329, 996]
- nzr-title: New Zealand Railways.: [755, 328, 947, 346]
